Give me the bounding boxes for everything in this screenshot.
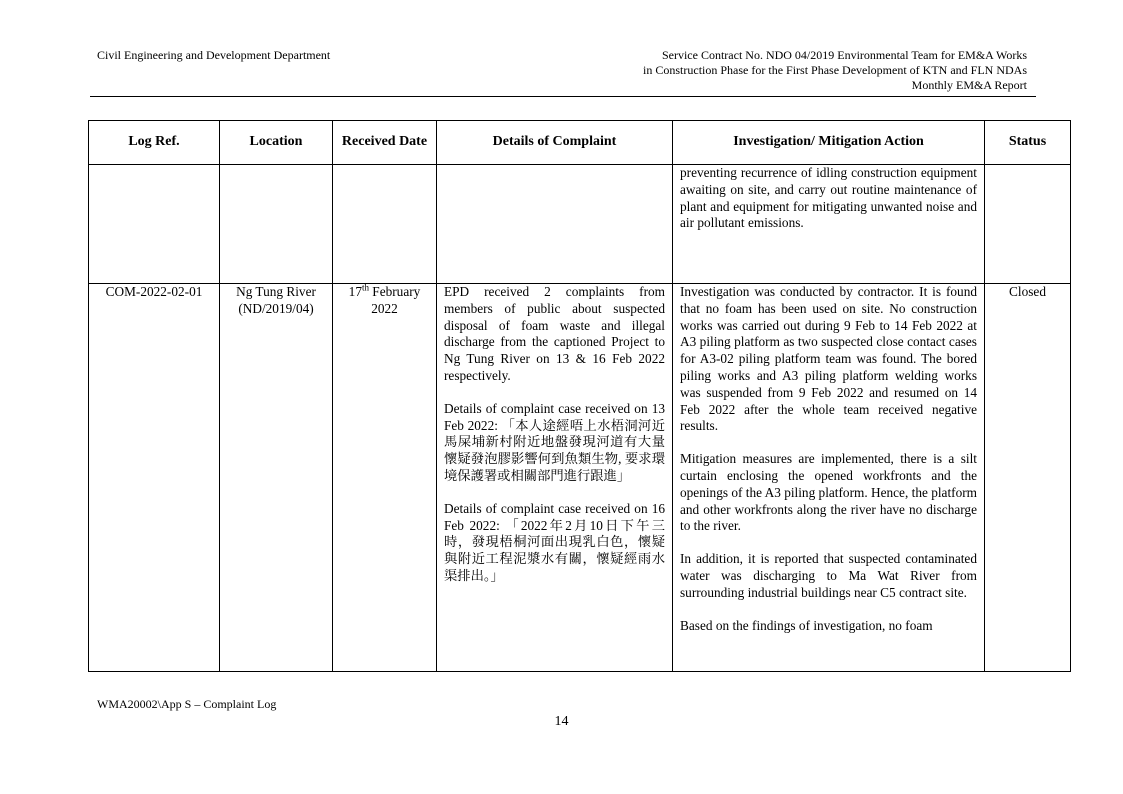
log-ref-cell: COM-2022-02-01 <box>89 284 220 672</box>
complaint-paragraph: Details of complaint case received on 16 Feb 2022: 「2022年2月10日下午三時，發現梧桐河面出現乳白色，懷疑與附近工程泥漿水有關，懷疑經雨水渠排出。」 <box>444 500 665 583</box>
column-header: Status <box>985 121 1071 165</box>
column-header: Log Ref. <box>89 121 220 165</box>
header-contract <box>643 48 1027 93</box>
investigation-cell <box>673 284 985 672</box>
header-report-title: Monthly EM&A Report <box>911 78 1027 92</box>
table-cell <box>333 165 437 284</box>
column-header: Investigation/ Mitigation Action <box>673 121 985 165</box>
investigation-cell: preventing recurrence of idling construction equipment awaiting on site, and carry out routine maintenance of plant and equipment for mitigating unwanted noise and air pollutant emissions. <box>673 165 985 284</box>
complaint-details-cell <box>437 284 673 672</box>
table-header-row <box>89 121 1071 165</box>
table-cell <box>220 165 333 284</box>
header-contract-line-2: in Construction Phase for the First Phase Development of KTN and FLN NDAs <box>643 63 1027 77</box>
date-ordinal-suffix: th <box>361 282 369 293</box>
complaint-log-table <box>88 120 1071 672</box>
date-day: 17 <box>348 284 362 299</box>
investigation-paragraph: In addition, it is reported that suspected contaminated water was discharging to Ma Wat River from surrounding industrial buildings near C5 contract site. <box>680 551 977 600</box>
received-date-cell <box>333 284 437 672</box>
location-cell: Ng Tung River (ND/2019/04) <box>220 284 333 672</box>
table-cell <box>89 165 220 284</box>
status-cell: Closed <box>985 284 1071 672</box>
investigation-paragraph: Investigation was conducted by contractor. It is found that no foam has been used on site. No construction works was carried out during 9 Feb to 14 Feb 2022 at A3 piling platform as two suspected close contact cases for A3-02 piling platform team was found. The bored piling works and A3 piling platform welding works was suspended from 9 Feb 2022 and resumed on 14 Feb 2022 after the whole team received negative results. <box>680 284 977 434</box>
table-cell <box>985 165 1071 284</box>
column-header: Details of Complaint <box>437 121 673 165</box>
column-header: Received Date <box>333 121 437 165</box>
table-cell <box>437 165 673 284</box>
date-month-year: February 2022 <box>368 284 421 316</box>
page-number: 14 <box>554 714 569 729</box>
column-header: Location <box>220 121 333 165</box>
header-department: Civil Engineering and Development Department <box>97 48 331 62</box>
complaint-paragraph: EPD received 2 complaints from members of public about suspected disposal of foam waste and illegal discharge from the captioned Project to Ng Tung River on 13 & 16 Feb 2022 respectively. <box>444 284 665 383</box>
table-row <box>89 284 1071 672</box>
table-row-continued <box>89 165 1071 284</box>
footer-reference: WMA20002\App S – Complaint Log <box>97 697 277 711</box>
header-rule <box>90 96 1036 97</box>
header-contract-line-1: Service Contract No. NDO 04/2019 Environmental Team for EM&A Works <box>661 48 1027 62</box>
complaint-paragraph: Details of complaint case received on 13 Feb 2022: 「本人途經唔上水梧洞河近馬屎埔新村附近地盤發現河道有大量懷疑發泡膠影響何到魚類生物, 要求環境保護署或相關部門進行跟進」 <box>444 400 665 483</box>
investigation-paragraph: Based on the findings of investigation, no foam <box>680 617 933 633</box>
investigation-paragraph: Mitigation measures are implemented, there is a silt curtain enclosing the opened workfronts and the openings of the A3 piling platform. Hence, the platform and other workfronts along the river have no discharge to the river. <box>680 451 977 534</box>
